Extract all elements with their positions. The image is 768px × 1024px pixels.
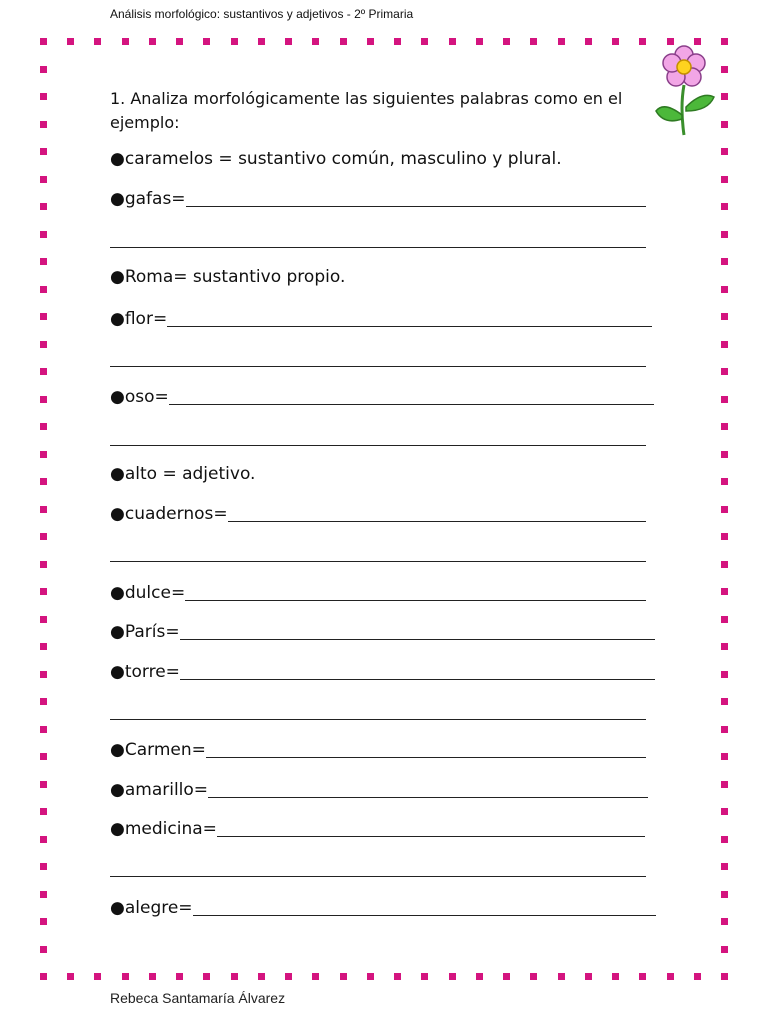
border-dot	[721, 918, 728, 925]
border-dot	[694, 38, 701, 45]
border-dot	[312, 38, 319, 45]
word-label: amarillo=	[124, 780, 209, 800]
flower-icon	[650, 45, 718, 137]
border-dot	[40, 258, 47, 265]
border-dot	[94, 973, 101, 980]
exercise-line	[110, 385, 169, 409]
border-dot	[340, 38, 347, 45]
border-dot	[40, 561, 47, 568]
border-dot	[449, 38, 456, 45]
exercise-line	[110, 660, 180, 684]
bullet-icon: ●	[110, 780, 125, 800]
border-dot	[122, 973, 129, 980]
border-dot	[67, 38, 74, 45]
border-dot	[40, 753, 47, 760]
bullet-icon: ●	[110, 898, 125, 918]
border-dot	[203, 973, 210, 980]
border-dot	[394, 38, 401, 45]
border-dot	[558, 38, 565, 45]
border-dot	[721, 203, 728, 210]
border-dot	[40, 918, 47, 925]
border-dot	[721, 286, 728, 293]
border-dot	[258, 38, 265, 45]
border-dot	[721, 478, 728, 485]
border-dot	[721, 506, 728, 513]
exercise-line	[110, 265, 345, 289]
border-dot	[476, 973, 483, 980]
answer-blank[interactable]	[206, 757, 646, 758]
author-name: Rebeca Santamaría Álvarez	[110, 990, 286, 1006]
border-dot	[721, 726, 728, 733]
answer-blank[interactable]	[208, 797, 648, 798]
answer-blank[interactable]	[167, 326, 652, 327]
word-label: gafas=	[124, 189, 186, 209]
border-dot	[367, 973, 374, 980]
word-label: alto = adjetivo.	[124, 464, 256, 484]
border-dot	[340, 973, 347, 980]
word-label: alegre=	[124, 898, 193, 918]
border-dot	[40, 38, 47, 45]
border-dot	[612, 38, 619, 45]
border-dot	[721, 258, 728, 265]
word-label: Carmen=	[124, 740, 206, 760]
word-label: Roma= sustantivo propio.	[124, 267, 346, 287]
border-dot	[40, 148, 47, 155]
border-dot	[721, 616, 728, 623]
border-dot	[231, 38, 238, 45]
border-dot	[258, 973, 265, 980]
border-dot	[558, 973, 565, 980]
border-dot	[40, 121, 47, 128]
border-dot	[285, 38, 292, 45]
answer-blank[interactable]	[110, 247, 646, 248]
border-dot	[40, 506, 47, 513]
border-dot	[721, 588, 728, 595]
exercise-line	[110, 738, 206, 762]
border-dot	[721, 231, 728, 238]
border-dot	[721, 671, 728, 678]
border-dot	[421, 38, 428, 45]
bullet-icon: ●	[110, 740, 125, 760]
border-dot	[421, 973, 428, 980]
bullet-icon: ●	[110, 583, 125, 603]
word-label: París=	[124, 622, 180, 642]
border-dot	[40, 973, 47, 980]
exercise-line	[110, 307, 167, 331]
answer-blank[interactable]	[186, 206, 646, 207]
border-dot	[285, 973, 292, 980]
answer-blank[interactable]	[228, 521, 646, 522]
border-dot	[721, 148, 728, 155]
exercise-line	[110, 581, 185, 605]
border-dot	[530, 973, 537, 980]
border-dot	[476, 38, 483, 45]
border-dot	[40, 671, 47, 678]
border-dot	[149, 973, 156, 980]
exercise-line	[110, 896, 193, 920]
border-dot	[721, 121, 728, 128]
border-dot	[721, 176, 728, 183]
border-dot	[503, 38, 510, 45]
border-dot	[40, 946, 47, 953]
border-dot	[721, 946, 728, 953]
border-dot	[67, 973, 74, 980]
border-dot	[721, 698, 728, 705]
exercise-line	[110, 462, 255, 486]
border-dot	[40, 313, 47, 320]
border-dot	[721, 891, 728, 898]
border-dot	[94, 38, 101, 45]
exercise-line	[110, 817, 217, 841]
border-dot	[40, 616, 47, 623]
bullet-icon: ●	[110, 504, 125, 524]
border-dot	[40, 396, 47, 403]
exercise-line	[110, 620, 180, 644]
exercise-line	[110, 502, 228, 526]
border-dot	[721, 561, 728, 568]
answer-blank[interactable]	[217, 836, 645, 837]
border-dot	[40, 808, 47, 815]
word-label: caramelos = sustantivo común, masculino y plural.	[124, 149, 562, 169]
answer-blank[interactable]	[185, 600, 646, 601]
border-dot	[40, 286, 47, 293]
border-dot	[176, 973, 183, 980]
instruction-text: 1. Analiza morfológicamente las siguientes palabras como en el ejemplo:	[110, 89, 623, 132]
border-dot	[40, 478, 47, 485]
border-dot	[721, 973, 728, 980]
border-dot	[203, 38, 210, 45]
border-dot	[40, 891, 47, 898]
border-dot	[694, 973, 701, 980]
border-dot	[394, 973, 401, 980]
bullet-icon: ●	[110, 149, 125, 169]
border-dot	[721, 643, 728, 650]
border-dot	[721, 808, 728, 815]
border-dot	[40, 231, 47, 238]
answer-blank[interactable]	[110, 719, 646, 720]
border-dot	[176, 38, 183, 45]
bullet-icon: ●	[110, 662, 125, 682]
border-dot	[40, 698, 47, 705]
exercise-line	[110, 778, 208, 802]
border-dot	[721, 396, 728, 403]
border-dot	[40, 176, 47, 183]
answer-blank[interactable]	[169, 404, 654, 405]
answer-blank[interactable]	[180, 639, 655, 640]
word-label: oso=	[124, 387, 169, 407]
page-header: Análisis morfológico: sustantivos y adjetivos - 2º Primaria	[110, 7, 414, 21]
border-dot	[40, 588, 47, 595]
bullet-icon: ●	[110, 189, 125, 209]
border-dot	[40, 726, 47, 733]
answer-blank[interactable]	[110, 561, 646, 562]
border-dot	[449, 973, 456, 980]
border-dot	[149, 38, 156, 45]
border-dot	[721, 368, 728, 375]
border-dot	[639, 38, 646, 45]
border-dot	[721, 423, 728, 430]
border-dot	[639, 973, 646, 980]
border-dot	[667, 973, 674, 980]
answer-blank[interactable]	[110, 876, 646, 877]
word-label: dulce=	[124, 583, 186, 603]
border-dot	[40, 863, 47, 870]
border-dot	[721, 533, 728, 540]
bullet-icon: ●	[110, 309, 125, 329]
border-dot	[721, 836, 728, 843]
border-dot	[40, 66, 47, 73]
answer-blank[interactable]	[110, 366, 646, 367]
border-dot	[40, 93, 47, 100]
exercise-line	[110, 147, 562, 171]
border-dot	[312, 973, 319, 980]
bullet-icon: ●	[110, 819, 125, 839]
border-dot	[40, 533, 47, 540]
bullet-icon: ●	[110, 464, 125, 484]
bullet-icon: ●	[110, 387, 125, 407]
border-dot	[122, 38, 129, 45]
border-dot	[40, 781, 47, 788]
answer-blank[interactable]	[193, 915, 656, 916]
border-dot	[40, 341, 47, 348]
border-dot	[721, 66, 728, 73]
word-label: flor=	[124, 309, 168, 329]
answer-blank[interactable]	[180, 679, 655, 680]
border-dot	[40, 203, 47, 210]
border-dot	[721, 341, 728, 348]
border-dot	[367, 38, 374, 45]
border-dot	[721, 38, 728, 45]
border-dot	[585, 973, 592, 980]
border-dot	[40, 836, 47, 843]
exercise-line	[110, 187, 186, 211]
border-dot	[721, 863, 728, 870]
border-dot	[40, 451, 47, 458]
border-dot	[667, 38, 674, 45]
border-dot	[530, 38, 537, 45]
border-dot	[721, 781, 728, 788]
word-label: torre=	[124, 662, 180, 682]
word-label: cuadernos=	[124, 504, 228, 524]
border-dot	[721, 753, 728, 760]
border-dot	[40, 423, 47, 430]
border-dot	[40, 368, 47, 375]
bullet-icon: ●	[110, 267, 125, 287]
border-dot	[585, 38, 592, 45]
border-dot	[503, 973, 510, 980]
border-dot	[721, 93, 728, 100]
border-dot	[721, 451, 728, 458]
answer-blank[interactable]	[110, 445, 646, 446]
border-dot	[231, 973, 238, 980]
border-dot	[612, 973, 619, 980]
border-dot	[721, 313, 728, 320]
word-label: medicina=	[124, 819, 217, 839]
border-dot	[40, 643, 47, 650]
bullet-icon: ●	[110, 622, 125, 642]
